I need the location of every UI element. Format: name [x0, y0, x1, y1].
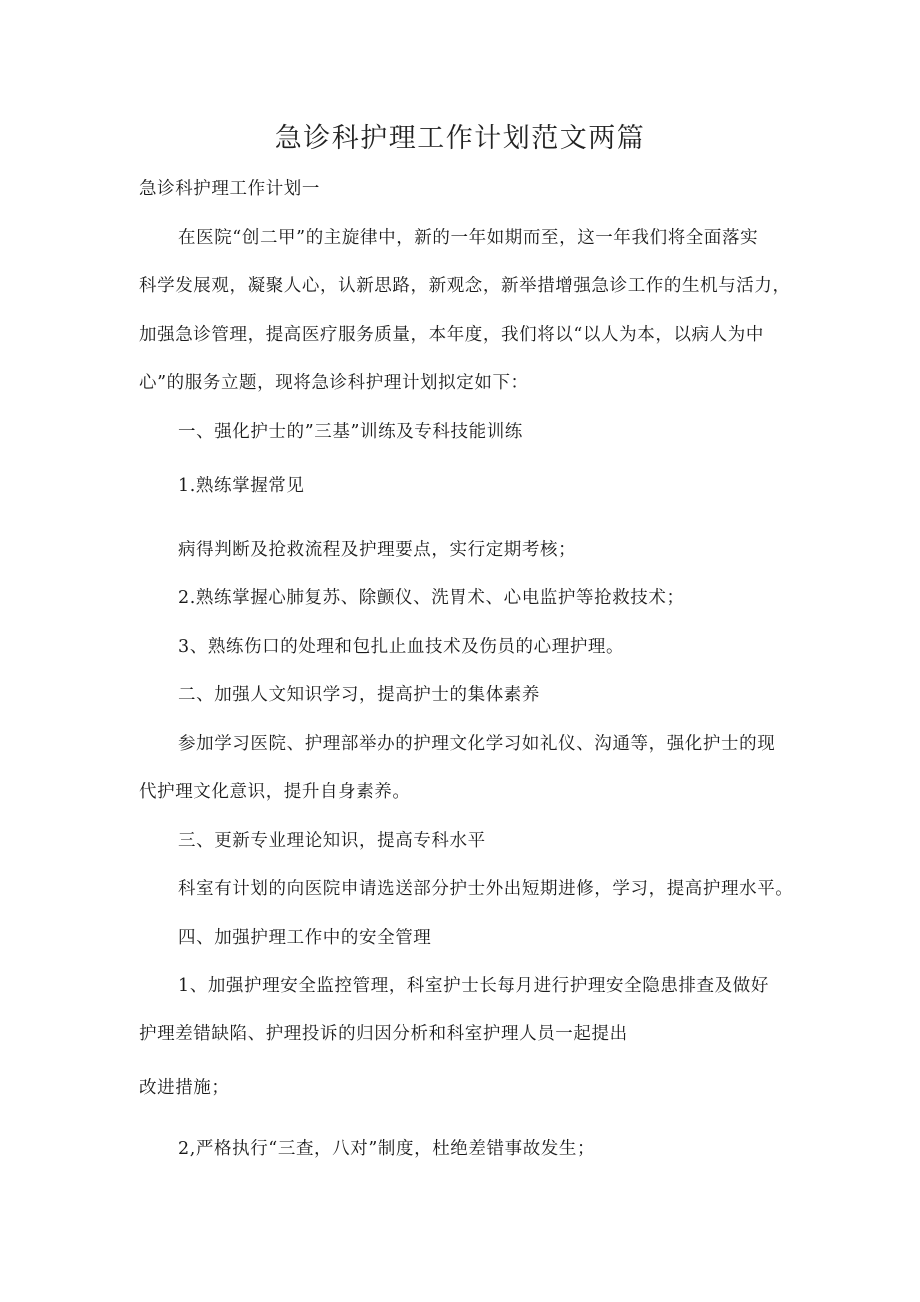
- section-heading: 急诊科护理工作计划一: [139, 179, 320, 199]
- paragraph-line: 改进措施；: [139, 1078, 230, 1098]
- paragraph-line: 在医院“创二甲”的主旋律中，新的一年如期而至，这一年我们将全面落实: [178, 228, 759, 248]
- document-title: 急诊科护理工作计划范文两篇: [274, 123, 646, 154]
- paragraph-line: 加强急诊管理，提高医疗服务质量，本年度，我们将以“以人为本，以病人为中: [139, 325, 764, 345]
- paragraph-line: 参加学习医院、护理部举办的护理文化学习如礼仪、沟通等，强化护士的现: [178, 734, 776, 754]
- paragraph-line: 2.熟练掌握心肺复苏、除颤仪、洗胃术、心电监护等抢救技术；: [178, 588, 685, 608]
- subsection-heading: 三、更新专业理论知识，提高专科水平: [178, 831, 486, 851]
- paragraph-line: 科学发展观，凝聚人心，认新思路，新观念，新举措增强急诊工作的生机与活力，: [139, 276, 791, 296]
- paragraph-line: 心”的服务立题，现将急诊科护理计划拟定如下：: [139, 373, 529, 393]
- paragraph-line: 2,严格执行“三查，八对”制度，杜绝差错事故发生；: [178, 1139, 596, 1159]
- subsection-heading: 四、加强护理工作中的安全管理: [178, 928, 432, 948]
- paragraph-line: 病得判断及抢救流程及护理要点，实行定期考核；: [178, 540, 577, 560]
- paragraph-line: 科室有计划的向医院申请选送部分护士外出短期进修，学习，提高护理水平。: [178, 879, 794, 899]
- subsection-heading: 二、加强人文知识学习，提高护士的集体素养: [178, 685, 540, 705]
- paragraph-line: 3、熟练伤口的处理和包扎止血技术及伤员的心理护理。: [178, 637, 625, 657]
- subsection-heading: 一、强化护士的”三基”训练及专科技能训练: [178, 422, 523, 442]
- paragraph-line: 代护理文化意识，提升自身素养。: [139, 782, 411, 802]
- paragraph-line: 护理差错缺陷、护理投诉的归因分析和科室护理人员一起提出: [139, 1024, 628, 1044]
- paragraph-line: 1.熟练掌握常见: [178, 476, 305, 496]
- paragraph-line: 1、加强护理安全监控管理，科室护士长每月进行护理安全隐患排查及做好: [178, 976, 769, 996]
